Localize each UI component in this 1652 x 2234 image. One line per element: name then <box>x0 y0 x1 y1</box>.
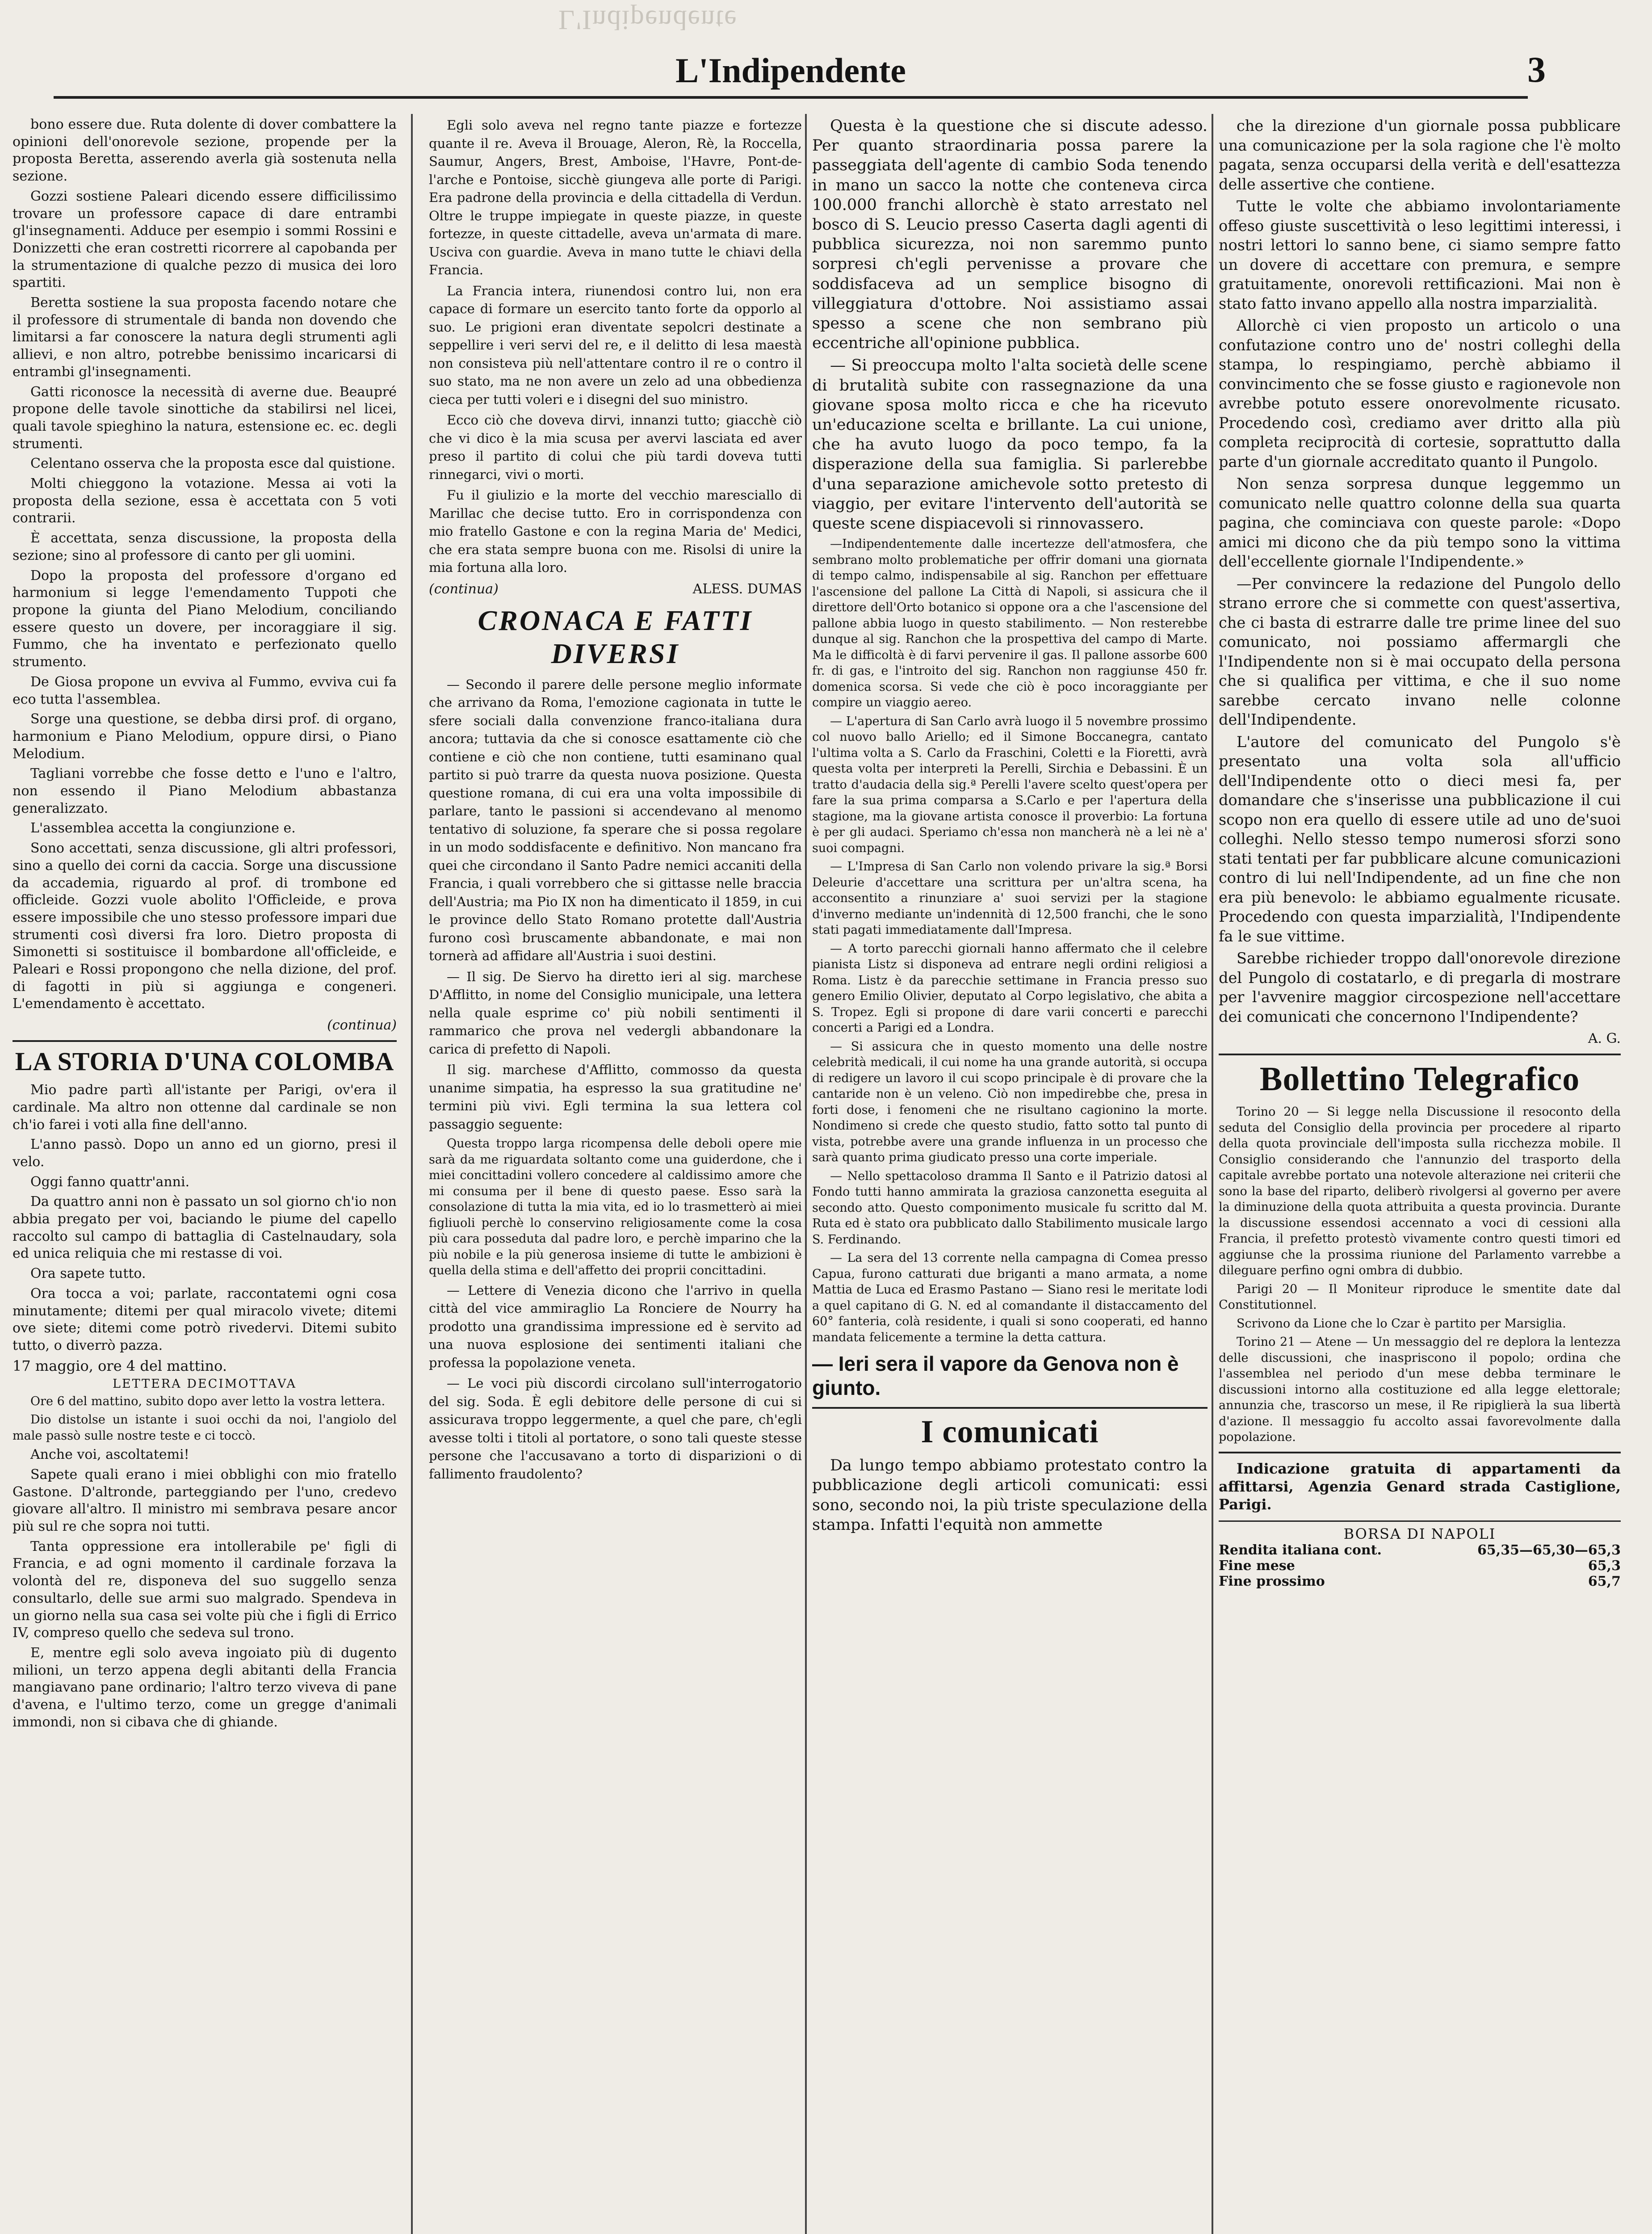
news-item: — Il sig. De Siervo ha diretto ieri al sig. marchese D'Afflitto, in nome del Consiglio municipale, una lettera nella quale esprime co' più nobili sentimenti il rammarico che prova nel vedergli abbandonare la carica di prefetto di Napoli. <box>429 969 802 1057</box>
soda-news <box>812 116 1208 533</box>
letter-heading: LETTERA DECIMOTTAVA <box>112 1377 297 1391</box>
cronaca-headline: CRONACA E FATTI DIVERSI <box>478 604 753 669</box>
column-3 <box>812 116 1208 2234</box>
borsa-label: Rendita italiana cont. <box>1219 1542 1382 1558</box>
news-item: — Lettere di Venezia dicono che l'arrivo in quella città del vice ammiraglio La Ronciere de Nourry ha prodotto una grandissima impressione ed è servito ad una nuova esplosione dei sentimenti italiani che professa la popolazione veneta. <box>429 1282 802 1370</box>
article-paragraph: Sapete quali erano i miei obblighi con mio fratello Gastone. D'altronde, parteggiando per l'uno, credevo giovare all'altro. Il ministro mi sembrava pesare ancor più sul re che sopra noi tutti. <box>13 1466 397 1535</box>
short-news <box>812 536 1208 1345</box>
article-paragraph: Ore 6 del mattino, subito dopo aver letto la vostra lettera. <box>30 1394 386 1408</box>
article-paragraph: che la direzione d'un giornale possa pubblicare una comunicazione per la sola ragione che l'è molto pagata, senza occuparsi della verità e dell'esattezza delle assertive che contiene. <box>1219 117 1621 193</box>
colomba-text-2 <box>13 1446 397 1731</box>
telegram-item: Scrivono da Lione che lo Czar è partito per Marsiglia. <box>1237 1316 1566 1331</box>
borsa-row <box>1219 1574 1621 1589</box>
news-item: — Nello spettacoloso dramma Il Santo e il Patrizio datosi al Fondo tutti hanno ammirata la graziosa canzonetta eseguita al secondo atto. Questo componimento musicale fu scritto dal M. Ruta ed è stato ora pubblicato dallo Stabilimento musicale largo S. Ferdinando. <box>812 1169 1208 1247</box>
article-paragraph: La Francia intera, riunendosi contro lui, non era capace di formare un esercito tanto forte da opporlo al suo. Le prigioni eran diventate sepolcri destinate a seppellire i veri servi del re, e il delitto di lesa maestà non consisteva più nell'attentare contro il re o contro il suo stato, ma ne non avere un zelo ad una obbedienza cieca per tutti voleri e i disegni del suo ministro. <box>429 283 802 407</box>
article-paragraph: Tanta oppressione era intollerabile pe' figli di Francia, e ad ogni momento il cardinale forzava la volontà del re, disponeva del suo suggello senza consultarlo, delle sue armi suo malgrado. Spendeva in un giorno nella sua casa sei volte più che i figli di Errico IV, compreso quello che sedeva sul trono. <box>13 1538 397 1641</box>
newspaper-title: L'Indipendente <box>675 51 906 90</box>
letter-date: 17 maggio, ore 4 del mattino. <box>13 1357 227 1374</box>
article-paragraph: È accettata, senza discussione, la proposta della sezione; sino al professore di canto per gli uomini. <box>13 530 397 563</box>
colomba-headline: LA STORIA D'UNA COLOMBA <box>13 1040 397 1076</box>
initials-signature: A. G. <box>1588 1031 1621 1046</box>
column-rule <box>805 114 807 2234</box>
article-paragraph: Sorge una questione, se debba dirsi prof. di organo, harmonium e Piano Melodium, oppure dirsi, o Piano Melodium. <box>13 711 397 762</box>
news-item: —Indipendentemente dalle incertezze dell'atmosfera, che sembrano molto problematiche per offrir domani una giornata di tempo calmo, indispensabile al sig. Ranchon per effettuare l'ascensione del pallone La Città di Napoli, si assicura che il direttore dell'Orto botanico si oppone ora a che l'ascensione del pallone abbia luogo in questo stabilimento. — Non resterebbe dunque al sig. Ranchon che la prospettiva del campo di Marte. Ma le difficoltà è di farvi pervenire il gas. Il pallone assorbe 600 fr. di gas, e l'introito del sig. Ranchon non raggiunse 450 fr. domenica scorsa. Si vede che ciò è poco incoraggiante per compire un viaggio aereo. <box>812 537 1208 710</box>
article-paragraph: Oggi fanno quattr'anni. <box>30 1174 190 1190</box>
borsa-rows <box>1219 1542 1621 1589</box>
article-paragraph: Allorchè ci vien proposto un articolo o una confutazione contro uno de' nostri colleghi della stampa, lo respingiamo, perchè abbiamo il convincimento che se fosse giusto e ragionevole non avrebbe potuto essere onorevolmente ricusato. Procedendo così, crediamo aver dritto alla più completa reciprocità di cortesie, soprattutto dalla parte d'un giornale accreditato quanto il Pungolo. <box>1219 317 1621 470</box>
page-number: 3 <box>1527 49 1546 90</box>
telegram-item: Parigi 20 — Il Moniteur riproduce le smentite date dal Constitutionnel. <box>1219 1282 1621 1312</box>
article-paragraph: Gozzi sostiene Paleari dicendo essere difficilissimo trovare un professore capace di dare entrambi gl'insegnamenti. Adduce per esempio i sommi Rossini e Donizzetti che eran costretti ricorrere al capobanda per la strumentazione di qualche pezzo di musica dei loro spartiti. <box>13 188 397 291</box>
news-item: Questa è la questione che si discute adesso. Per quanto straordinaria possa parere la passeggiata dell'agente di cambio Soda tenendo in mano un sacco la notte che conteneva circa 100.000 franchi allorchè è stato arrestato nel bosco di S. Leucio presso Caserta dagli agenti di pubblica sicurezza, noi non saremmo punto sorpresi ch'egli pervenisse a provare che soddisfaceva ad un semplice bisogno di villeggiatura d'ottobre. Noi assistiamo assai spesso a scene che non sembrano più eccentriche all'opinione pubblica. <box>812 117 1208 353</box>
author-signature: ALESS. DUMAS <box>692 581 802 597</box>
article-paragraph: Dopo la proposta del professore d'organo ed harmonium si legge l'emendamento Tuppoti che propone la giunta del Piano Melodium, conciliando essere questo un dovere, per incoraggiare il sig. Fummo, che ha inventato e perfezionato quello strumento. <box>13 567 397 670</box>
continua-label: (continua) <box>327 1017 397 1033</box>
quoted-letter: Questa troppo larga ricompensa delle deboli opere mie sarà da me riguardata soltanto come una guiderdone, che i miei concittadini vollero concedere al caldissimo amore che mi consuma per il bene di questo paese. Esso sarà la consolazione di tutta la mia vita, ed io lo trasmetterò ai miei figliuoli perchè lo conservino religiosamente come la cosa più cara posseduta dal padre loro, e perchè imparino che la più nobile e la più generosa insieme di tutte le ambizioni è quella della stima e dell'affetto dei proprii concittadini. <box>429 1137 802 1277</box>
cronaca-text <box>429 676 802 1134</box>
article-paragraph: E, mentre egli solo aveva ingoiato più di dugento milioni, un terzo appena degli abitanti della Francia mangiavano pane ordinario; l'altro terzo viveva di pane d'avena, e l'ultimo terzo, come un gregge d'animali immondi, non si cibava che di ghiande. <box>13 1645 397 1730</box>
article-paragraph: Celentano osserva che la proposta esce dal quistione. <box>30 456 396 472</box>
borsa-label: Fine mese <box>1219 1558 1295 1574</box>
article-paragraph: Tagliani vorrebbe che fosse detto e l'uno e l'altro, non essendo il Piano Melodium abbastanza generalizzato. <box>13 766 397 816</box>
article-paragraph: Dio distolse un istante i suoi occhi da noi, l'angiolo del male passò sulle nostre teste e ci toccò. <box>13 1413 397 1443</box>
article-paragraph: Ora tocca a voi; parlate, raccontatemi ogni cosa minutamente; ditemi per qual miracolo vivete; ditemi ove siete; ditemi come potrò rivedervi. Ditemi subito tutto, o diverrò pazza. <box>13 1285 397 1353</box>
news-item: — L'Impresa di San Carlo non volendo privare la sig.ª Borsi Deleurie d'accettare una scrittura per un'altra scena, ha acconsentito a rinunziare a' suoi servizi per la stagione d'inverno mediante un'indennità di 12,500 franchi, che le sono stati pagati immediatamente dall'Impresa. <box>812 860 1208 937</box>
article-paragraph: L'anno passò. Dopo un anno ed un giorno, presi il velo. <box>13 1137 397 1170</box>
show-through-text: L'Indipendente <box>558 4 738 35</box>
apartment-notice: Indicazione gratuita di appartamenti da affittarsi, Agenzia Genard strada Castiglione, Parigi. <box>1219 1452 1621 1513</box>
article-paragraph: Gatti riconosce la necessità di averne due. Beaupré propone delle tavole sinottiche da stabilirsi nel licei, quali tavole spieghino la natura, estensione ec. ec. degli strumenti. <box>13 384 397 452</box>
article-paragraph: L'assemblea accetta la congiunzione e. <box>30 820 296 836</box>
article-paragraph: Da lungo tempo abbiamo protestato contro la pubblicazione degli articoli comunicati: essi sono, secondo noi, la più triste speculazione della stampa. Infatti l'equità non ammette <box>812 1457 1208 1534</box>
article-paragraph: Ecco ciò che doveva dirvi, innanzi tutto; giacchè ciò che vi dico è la mia scusa per avervi lasciata ed aver preso il partito di colui che più tardi doveva tutti rinnegarci, vivi o morti. <box>429 412 802 482</box>
steamer-notice: — Ieri sera il vapore da Genova non è giunto. <box>812 1352 1179 1400</box>
article-paragraph: Molti chieggono la votazione. Messa ai voti la proposta della sezione, essa è accettata con 5 voti contrarii. <box>13 476 397 526</box>
borsa-value: 65,3 <box>1588 1558 1621 1574</box>
masthead <box>54 47 1546 99</box>
borsa-row <box>1219 1558 1621 1574</box>
news-item: — Si assicura che in questo momento una delle nostre celebrità medicali, il cui nome ha una grande autorità, si occupa di redigere un lavoro il cui scopo principale è di provare che la cantaride non è un veleno. Ciò non impedirebbe che, presa in forti dose, i fenomeni che ne risultano cagionino la morte. Nondimeno si crede che questo studio, fatto sotto tal punto di vista, potrebbe avere una grande influenza in un processo che sarà quanto prima giudicato presso una corte imperiale. <box>812 1039 1208 1165</box>
article-paragraph: Sarebbe richieder troppo dall'onorevole direzione del Pungolo di costatarlo, e di pregarla di mostrare per l'avvenire maggior circospezione nell'accettare dei comunicati che concernono l'Indipendente? <box>1219 949 1621 1025</box>
colomba-text <box>13 1082 397 1355</box>
column-rule <box>411 114 413 2234</box>
news-item: Il sig. marchese d'Afflitto, commosso da questa unanime simpatia, ha espresso la sua gratitudine ne' termini più vivi. Egli termina la sua lettera col passaggio seguente: <box>429 1062 802 1132</box>
comunicati-continued <box>1219 116 1621 1026</box>
article-paragraph: De Giosa propone un evviva al Fummo, evviva cui fa eco tutta l'assemblea. <box>13 674 397 707</box>
comunicati-headline: I comunicati <box>812 1407 1208 1450</box>
borsa-value: 65,35—65,30—65,3 <box>1477 1542 1621 1558</box>
article-paragraph: Da quattro anni non è passato un sol giorno ch'io non abbia pregato per voi, baciando le piume del capello raccolto sul campo di battaglia di Castelnaudary, sola ed unica reliquia che mi restasse di voi. <box>13 1194 397 1262</box>
news-item: — L'apertura di San Carlo avrà luogo il 5 novembre prossimo col nuovo ballo Ariello; ed il Simone Boccanegra, cantato l'ultima volta a S. Carlo da Fraschini, Coletti e la Fioretti, avrà questa volta per interpreti la Perelli, Sirchia e Debassini. È un tratto d'audacia della sig.ª Perelli l'avere scelto quest'opera per fare la sua prima comparsa a S.Carlo e per l'apertura della stagione, ma la giovane artista conosce il proverbio: La fortuna è per gli audaci. Speriamo ch'essa non mancherà nè a lei nè a' suoi compagni. <box>812 714 1208 855</box>
news-item: — A torto parecchi giornali hanno affermato che il celebre pianista Listz si disponeva ad entrare negli ordini religiosi a Roma. Listz è da parecchie settimane in Francia presso suo genero Emilio Olivier, deputato al Corpo legislativo, che abita a S. Tropez. Egli si propone di dare varii concerti e parecchi concerti a Parigi ed a Londra. <box>812 941 1208 1035</box>
article-paragraph: Ora sapete tutto. <box>30 1266 146 1282</box>
article-paragraph: Beretta sostiene la sua proposta facendo notare che il professore di strumentale di banda non dovendo che limitarsi a far conoscere la natura degli strumenti agli allievi, e non altro, potrebbe benissimo incaricarsi di entrambi gl'insegnamenti. <box>13 295 397 380</box>
column-1 <box>13 116 397 2234</box>
column-rule <box>1212 114 1213 2234</box>
letter-intro <box>13 1394 397 1444</box>
conservatory-report <box>13 116 397 1013</box>
telegram-item: Torino 20 — Si legge nella Discussione il resoconto della seduta del Consiglio della provincia per procedere al riparto della quota provinciale dell'imposta sulla ricchezza mobile. Il Consiglio considerando che l'annunzio del trasporto della capitale avrebbe portato una notevole alterazione nei criterii che sono la base del riparto, deliberò rivolgersi al governo per avere la diminuzione della quota attribuita a questa provincia. Durante la discussione essendosi accennato a voci di cessioni alla Francia, il prefetto protestò vivamente contro questi timori ed aggiunse che la prossima riunione del Parlamento varrebbe a dileguare perfino ogni ombra di dubbio. <box>1219 1105 1621 1277</box>
column-2 <box>429 116 802 2234</box>
article-paragraph: Mio padre partì all'istante per Parigi, ov'era il cardinale. Ma altro non ottenne dal cardinale se non ch'io farei i voti alla fine dell'anno. <box>13 1082 397 1133</box>
cronaca-text-2 <box>429 1281 802 1483</box>
article-paragraph: —Per convincere la redazione del Pungolo dello strano errore che si commette con quest'assertiva, che ci basta di estrarre dalle tre prime linee del suo comunicato, noi possiamo affermargli che l'Indipendente non si è mai occupato della persona che si qualifica per vittima, e che il suo nome sarebbe cercato invano nelle colonne dell'Indipendente. <box>1219 575 1621 728</box>
telegram-item: Torino 21 — Atene — Un messaggio del re deplora la lentezza delle discussioni, che inaspriscono il popolo; ordina che l'assemblea nel periodo d'un mese debba terminare le discussioni intorno alla costituzione ed alla legge elettorale; annunzia che, trascorso un mese, il Re ripiglierà la sua libertà d'azione. Il messaggio fu accolto assai favorevolmente dalla popolazione. <box>1219 1335 1621 1444</box>
borsa-row <box>1219 1542 1621 1558</box>
bollettino-headline: Bollettino Telegrafico <box>1219 1054 1621 1099</box>
borsa-value: 65,7 <box>1588 1573 1621 1589</box>
article-paragraph: Fu il giulizio e la morte del vecchio maresciallo di Marillac che decise tutto. Ero in corrispondenza con mio fratello Gastone e con la regina Maria de' Medici, che era stata sempre buona con me. Risolsi di unire la mia fortuna alla loro. <box>429 487 802 575</box>
article-paragraph: L'autore del comunicato del Pungolo s'è presentato una volta sola all'ufficio dell'Indipendente otto o dieci mesi fa, per domandare che s'inserisse una pubblicazione il cui scopo non era quello di essere utile ad uno de'suoi colleghi. Nello stesso tempo numerosi sforzi sono stati tentati per far pubblicare alcune comunicazioni contro di lui nell'Indipendente, ad un fine che non era più benevolo: le abbiamo egualmente ricusate. Procedendo con questa imparzialità, l'Indipendente fa le sue vittime. <box>1219 733 1621 945</box>
colomba-continued <box>429 116 802 577</box>
article-paragraph: Non senza sorpresa dunque leggemmo un comunicato nelle quattro colonne della sua quarta pagina, che cominciava con queste parole: «Dopo amici mi dicono che da più tempo sono la vittima dell'eccellente giornale l'Indipendente.» <box>1219 475 1621 570</box>
article-paragraph: Tutte le volte che abbiamo involontariamente offeso giuste suscettività o leso legittimi interessi, i nostri lettori lo sanno bene, ci siamo sempre fatto un dovere di accettare con premura, e sempre gratuitamente, onorevoli rettificazioni. Mai non è stato fatto invano appello alla nostra imparzialità. <box>1219 197 1621 312</box>
news-item: — Si preoccupa molto l'alta società delle scene di brutalità subite con rassegnazione da una giovane sposa molto ricca e che ha ricevuto un'educazione scelta e brillante. La cui unione, che ha avuto luogo da poco tempo, fa la disperazione della sua famiglia. Si parlerebbe d'una separazione amichevole sotto pretesto di viaggio, per evitare l'intervento dell'autorità se queste scene dispiacevoli si rinnovassero. <box>812 357 1208 533</box>
column-4 <box>1219 116 1621 2234</box>
news-item: — La sera del 13 corrente nella campagna di Comea presso Capua, furono catturati due briganti a mano armata, a nome Mattia de Luca ed Erasmo Pastano — Siano resi le meritate lodi a quel capitano di G. N. ed al comandante il distaccamento del 60° fanteria, colà residente, i quali si sono cooperati, ed hanno mandata felicemente a termine la detta cattura. <box>812 1251 1208 1344</box>
stock-exchange-box <box>1219 1520 1621 1589</box>
article-paragraph: bono essere due. Ruta dolente di dover combattere la opinioni dell'onorevole sezione, propende per la proposta Beretta, asserendo averla già sostenuta nella sezione. <box>13 117 397 185</box>
borsa-label: Fine prossimo <box>1219 1573 1325 1589</box>
comunicati-text <box>812 1456 1208 1535</box>
news-item: — Secondo il parere delle persone meglio informate che arrivano da Roma, l'emozione cagionata in tutte le sfere sociali dalla convenzione franco-italiana dura ancora; tuttavia da che si conosce esattamente ciò che contiene e ciò che non contiene, tutti esaminano qual partito si può trarre da questa nuova posizione. Questa questione romana, di cui era una volta impossibile di parlare, tanto le passioni si accendevano al menomo tentativo di soluzione, fa sperare che si possa regolare in un modo soddisfacente e definitivo. Non mancano fra quei che circondano il Santo Padre nemici accaniti della Francia, i quali vorrebbero che si gittasse nelle braccia dell'Austria; ma Pio IX non ha dimenticato il 1859, in cui le province dello Stato Romano protette dall'Austria furono così bruscamente abbandonate, e mai non tornerà ad affidare all'Austria i suoi destini. <box>429 676 802 963</box>
continua-label: (continua) <box>429 581 499 597</box>
borsa-title: BORSA DI NAPOLI <box>1343 1525 1496 1542</box>
article-paragraph: Anche voi, ascoltatemi! <box>30 1447 189 1463</box>
article-paragraph: Sono accettati, senza discussione, gli altri professori, sino a quello dei corni da caccia. Sorge una discussione da accademia, riguardo al prof. di trombone ed officleide. Gozzi vuole abolito l'Officleide, e prova essere impossibile che uno stesso professore impari due strumenti così diversi fra loro. Dietro proposta di Simonetti si sostituisce il bombardone all'officleide, e Paleari e Rossi propongono che nella dizione, del prof. di fagotti in più si aggiunga e congeneri. L'emendamento è accettato. <box>13 840 397 1012</box>
news-item: — Le voci più discordi circolano sull'interrogatorio del sig. Soda. È egli debitore delle persone di cui si assicurava troppo leggermente, a quel che pare, ch'egli avesse tolti i titoli al portatore, o sono tali queste stesse persone che l'accusavano a torto di disparizioni o di fallimento fraudolento? <box>429 1376 802 1482</box>
article-paragraph: Egli solo aveva nel regno tante piazze e fortezze quante il re. Aveva il Brouage, Aleron, Rè, la Roccella, Saumur, Angers, Brest, Amboise, l'Havre, Pont-de-l'arche e Pontoise, sicchè giungeva alle porte di Parigi. Era padrone della provincia e della cittadella di Verdun. Oltre le truppe impiegate in queste piazze, in queste fortezze, in queste cittadelle, aveva un'armata di mare. Usciva con guardie. Aveva in mano tutte le chiavi della Francia. <box>429 118 802 277</box>
telegraph-bulletin <box>1219 1104 1621 1445</box>
